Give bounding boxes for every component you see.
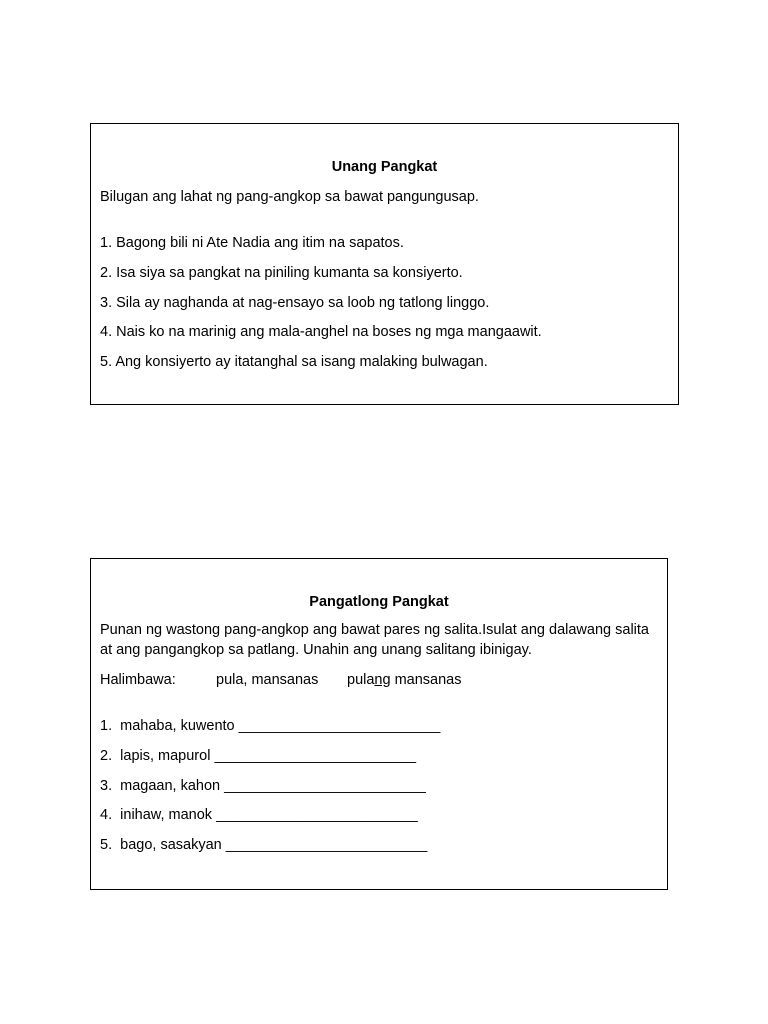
item-number: 4. xyxy=(100,807,113,824)
example-answer-stem: pula xyxy=(347,672,375,688)
list-item xyxy=(100,716,658,736)
example-answer-suffix: ng xyxy=(374,672,391,688)
item-number: 3. xyxy=(100,777,113,794)
answer-blank[interactable]: _________________________ xyxy=(214,747,417,764)
item-number: 2. xyxy=(100,747,113,764)
section-unang-pangkat xyxy=(90,123,679,405)
sentence-list xyxy=(100,233,669,372)
answer-blank[interactable]: _________________________ xyxy=(238,718,441,734)
list-item: 3. Sila ay naghanda at nag-ensayo sa loob ng tatlong linggo. xyxy=(100,294,490,311)
section-instruction: Punan ng wastong pang-angkop ang bawat pares ng salita.Isulat ang dalawang salita at ang pangangkop sa patlang. Unahin ang unang salitang ibinigay. xyxy=(100,622,649,658)
item-words: magaan, kahon xyxy=(120,777,221,794)
item-words: inihaw, manok xyxy=(120,807,213,824)
list-item: 1. Bagong bili ni Ate Nadia ang itim na sapatos. xyxy=(100,235,404,251)
item-words: bago, sasakyan xyxy=(120,837,222,854)
section-pangatlong-pangkat xyxy=(90,558,668,890)
list-item xyxy=(100,746,658,766)
section-title: Unang Pangkat xyxy=(331,159,438,175)
section-instruction: Bilugan ang lahat ng pang-angkop sa bawat pangungusap. xyxy=(100,189,479,205)
list-item xyxy=(100,776,658,796)
example-answer-rest: mansanas xyxy=(390,672,462,688)
example-answer xyxy=(347,670,462,690)
section-title: Pangatlong Pangkat xyxy=(309,594,449,610)
item-number: 5. xyxy=(100,837,113,854)
list-item: 5. Ang konsiyerto ay itatanghal sa isang malaking bulwagan. xyxy=(100,354,488,371)
item-words: lapis, mapurol xyxy=(120,747,211,764)
answer-blank[interactable]: _________________________ xyxy=(225,837,428,854)
answer-blank[interactable]: _________________________ xyxy=(224,777,426,794)
example-row xyxy=(100,670,658,690)
list-item: 2. Isa siya sa pangkat na piniling kumanta sa konsiyerto. xyxy=(100,264,463,281)
exercise-list xyxy=(100,716,658,855)
list-item: 4. Nais ko na marinig ang mala-anghel na boses ng mga mangaawit. xyxy=(100,324,542,341)
item-number: 1. xyxy=(100,718,113,734)
list-item xyxy=(100,805,658,825)
list-item xyxy=(100,835,658,855)
item-words: mahaba, kuwento xyxy=(120,718,235,734)
example-label: Halimbawa: xyxy=(100,672,176,688)
answer-blank[interactable]: _________________________ xyxy=(216,807,418,824)
example-pair: pula, mansanas xyxy=(216,672,319,688)
